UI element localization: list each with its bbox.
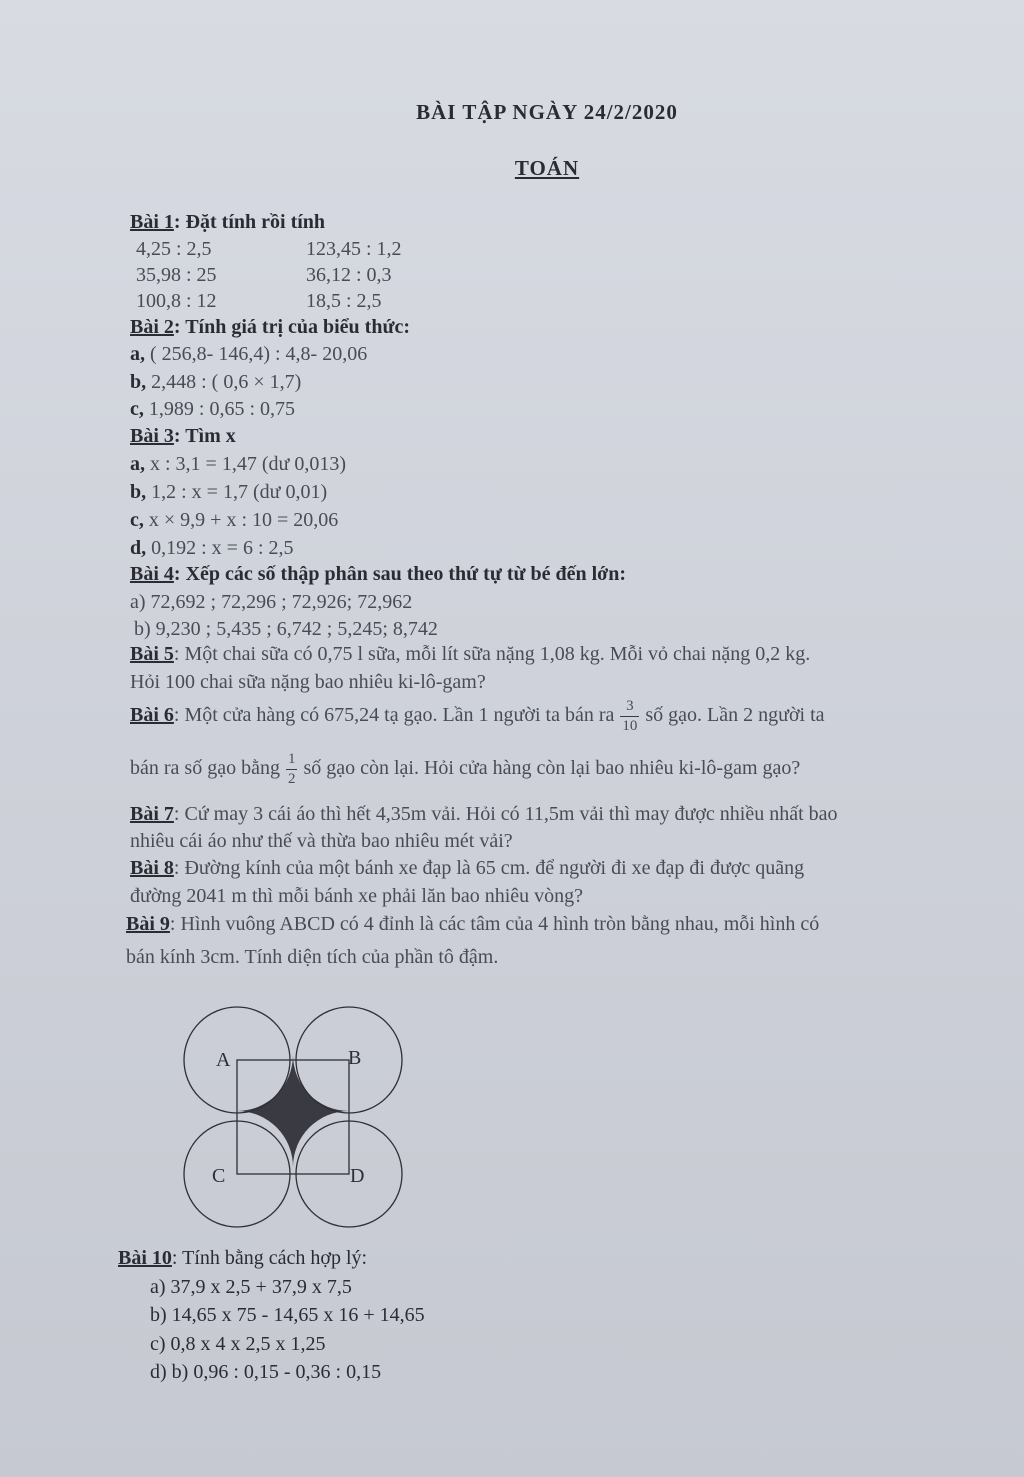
bai3-item: b, 1,2 : x = 1,7 (dư 0,01) bbox=[130, 481, 328, 503]
bai1-heading: Bài 1: Đặt tính rồi tính bbox=[130, 211, 326, 233]
bai6-line: bán ra số gạo bằng $\frac{1}{2}$ số gạo còn lại. Hỏi cửa hàng còn lại bao nhiêu ki-lô-gam gạo? bbox=[130, 751, 801, 787]
bai1-item: 36,12 : 0,3 bbox=[306, 264, 392, 286]
bai5-line: Bài 5: Một chai sữa có 0,75 l sữa, mỗi lít sữa nặng 1,08 kg. Mỗi vỏ chai nặng 0,2 kg. bbox=[130, 643, 811, 665]
bai3-heading: Bài 3: Tìm x bbox=[130, 425, 236, 447]
bai7-line: Bài 7: Cứ may 3 cái áo thì hết 4,35m vải. Hỏi có 11,5m vải thì may được nhiều nhất bao bbox=[130, 803, 838, 825]
bai1-item: 123,45 : 1,2 bbox=[306, 238, 402, 260]
bai1-item: 4,25 : 2,5 bbox=[136, 238, 212, 260]
bai5-line: Hỏi 100 chai sữa nặng bao nhiêu ki-lô-gam? bbox=[130, 671, 486, 693]
subject-heading: TOÁN bbox=[514, 156, 580, 180]
bai7-line: nhiêu cái áo như thế và thừa bao nhiêu mét vải? bbox=[130, 830, 513, 852]
bai3-item: a, x : 3,1 = 1,47 (dư 0,013) bbox=[130, 453, 346, 475]
bai4-heading: Bài 4: Xếp các số thập phân sau theo thứ tự từ bé đến lớn: bbox=[130, 563, 627, 585]
vertex-label-a: A bbox=[216, 1049, 231, 1071]
bai1-item: 18,5 : 2,5 bbox=[306, 290, 382, 312]
bai10-heading: Bài 10: Tính bằng cách hợp lý: bbox=[118, 1247, 368, 1269]
bai4-item: b) 9,230 ; 5,435 ; 6,742 ; 5,245; 8,742 bbox=[134, 618, 438, 640]
bai1-item: 35,98 : 25 bbox=[136, 264, 217, 286]
bai3-item: c, x × 9,9 + x : 10 = 20,06 bbox=[130, 509, 339, 531]
bai9-line: bán kính 3cm. Tính diện tích của phần tô đậm. bbox=[126, 946, 499, 968]
bai6-line: Bài 6: Một cửa hàng có 675,24 tạ gạo. Lần 1 người ta bán ra $\frac{3}{10}$ số gạo. Lần 2 người ta bbox=[130, 698, 825, 734]
fraction-3-10: $\frac{3}{10}$ bbox=[622, 698, 638, 734]
bai1-item: 100,8 : 12 bbox=[136, 290, 217, 312]
bai9-line: Bài 9: Hình vuông ABCD có 4 đỉnh là các tâm của 4 hình tròn bằng nhau, mỗi hình có bbox=[126, 913, 820, 935]
page-title: BÀI TẬP NGÀY 24/2/2020 bbox=[416, 100, 678, 124]
shaded-region bbox=[237, 1055, 349, 1167]
bai3-item: d, 0,192 : x = 6 : 2,5 bbox=[130, 537, 294, 559]
bai2-heading: Bài 2: Tính giá trị của biểu thức: bbox=[130, 316, 410, 338]
bai8-line: đường 2041 m thì mỗi bánh xe phải lăn bao nhiêu vòng? bbox=[130, 885, 584, 907]
bai4-item: a) 72,692 ; 72,296 ; 72,926; 72,962 bbox=[130, 591, 413, 613]
bai10-item: a) 37,9 x 2,5 + 37,9 x 7,5 bbox=[150, 1276, 352, 1298]
vertex-label-d: D bbox=[350, 1165, 365, 1187]
fraction-1-2: $\frac{1}{2}$ bbox=[287, 751, 296, 787]
bai10-item: d) b) 0,96 : 0,15 - 0,36 : 0,15 bbox=[150, 1361, 382, 1383]
vertex-label-c: C bbox=[212, 1165, 226, 1187]
bai8-line: Bài 8: Đường kính của một bánh xe đạp là 65 cm. để người đi xe đạp đi được quãng bbox=[130, 857, 805, 879]
bai2-item: c, 1,989 : 0,65 : 0,75 bbox=[130, 398, 296, 420]
bai2-item: a, ( 256,8- 146,4) : 4,8- 20,06 bbox=[130, 343, 368, 365]
bai10-item: c) 0,8 x 4 x 2,5 x 1,25 bbox=[150, 1333, 326, 1355]
four-circles-figure bbox=[182, 1004, 404, 1232]
bai2-item: b, 2,448 : ( 0,6 × 1,7) bbox=[130, 371, 302, 393]
bai10-item: b) 14,65 x 75 - 14,65 x 16 + 14,65 bbox=[150, 1304, 425, 1326]
vertex-label-b: B bbox=[348, 1047, 362, 1069]
